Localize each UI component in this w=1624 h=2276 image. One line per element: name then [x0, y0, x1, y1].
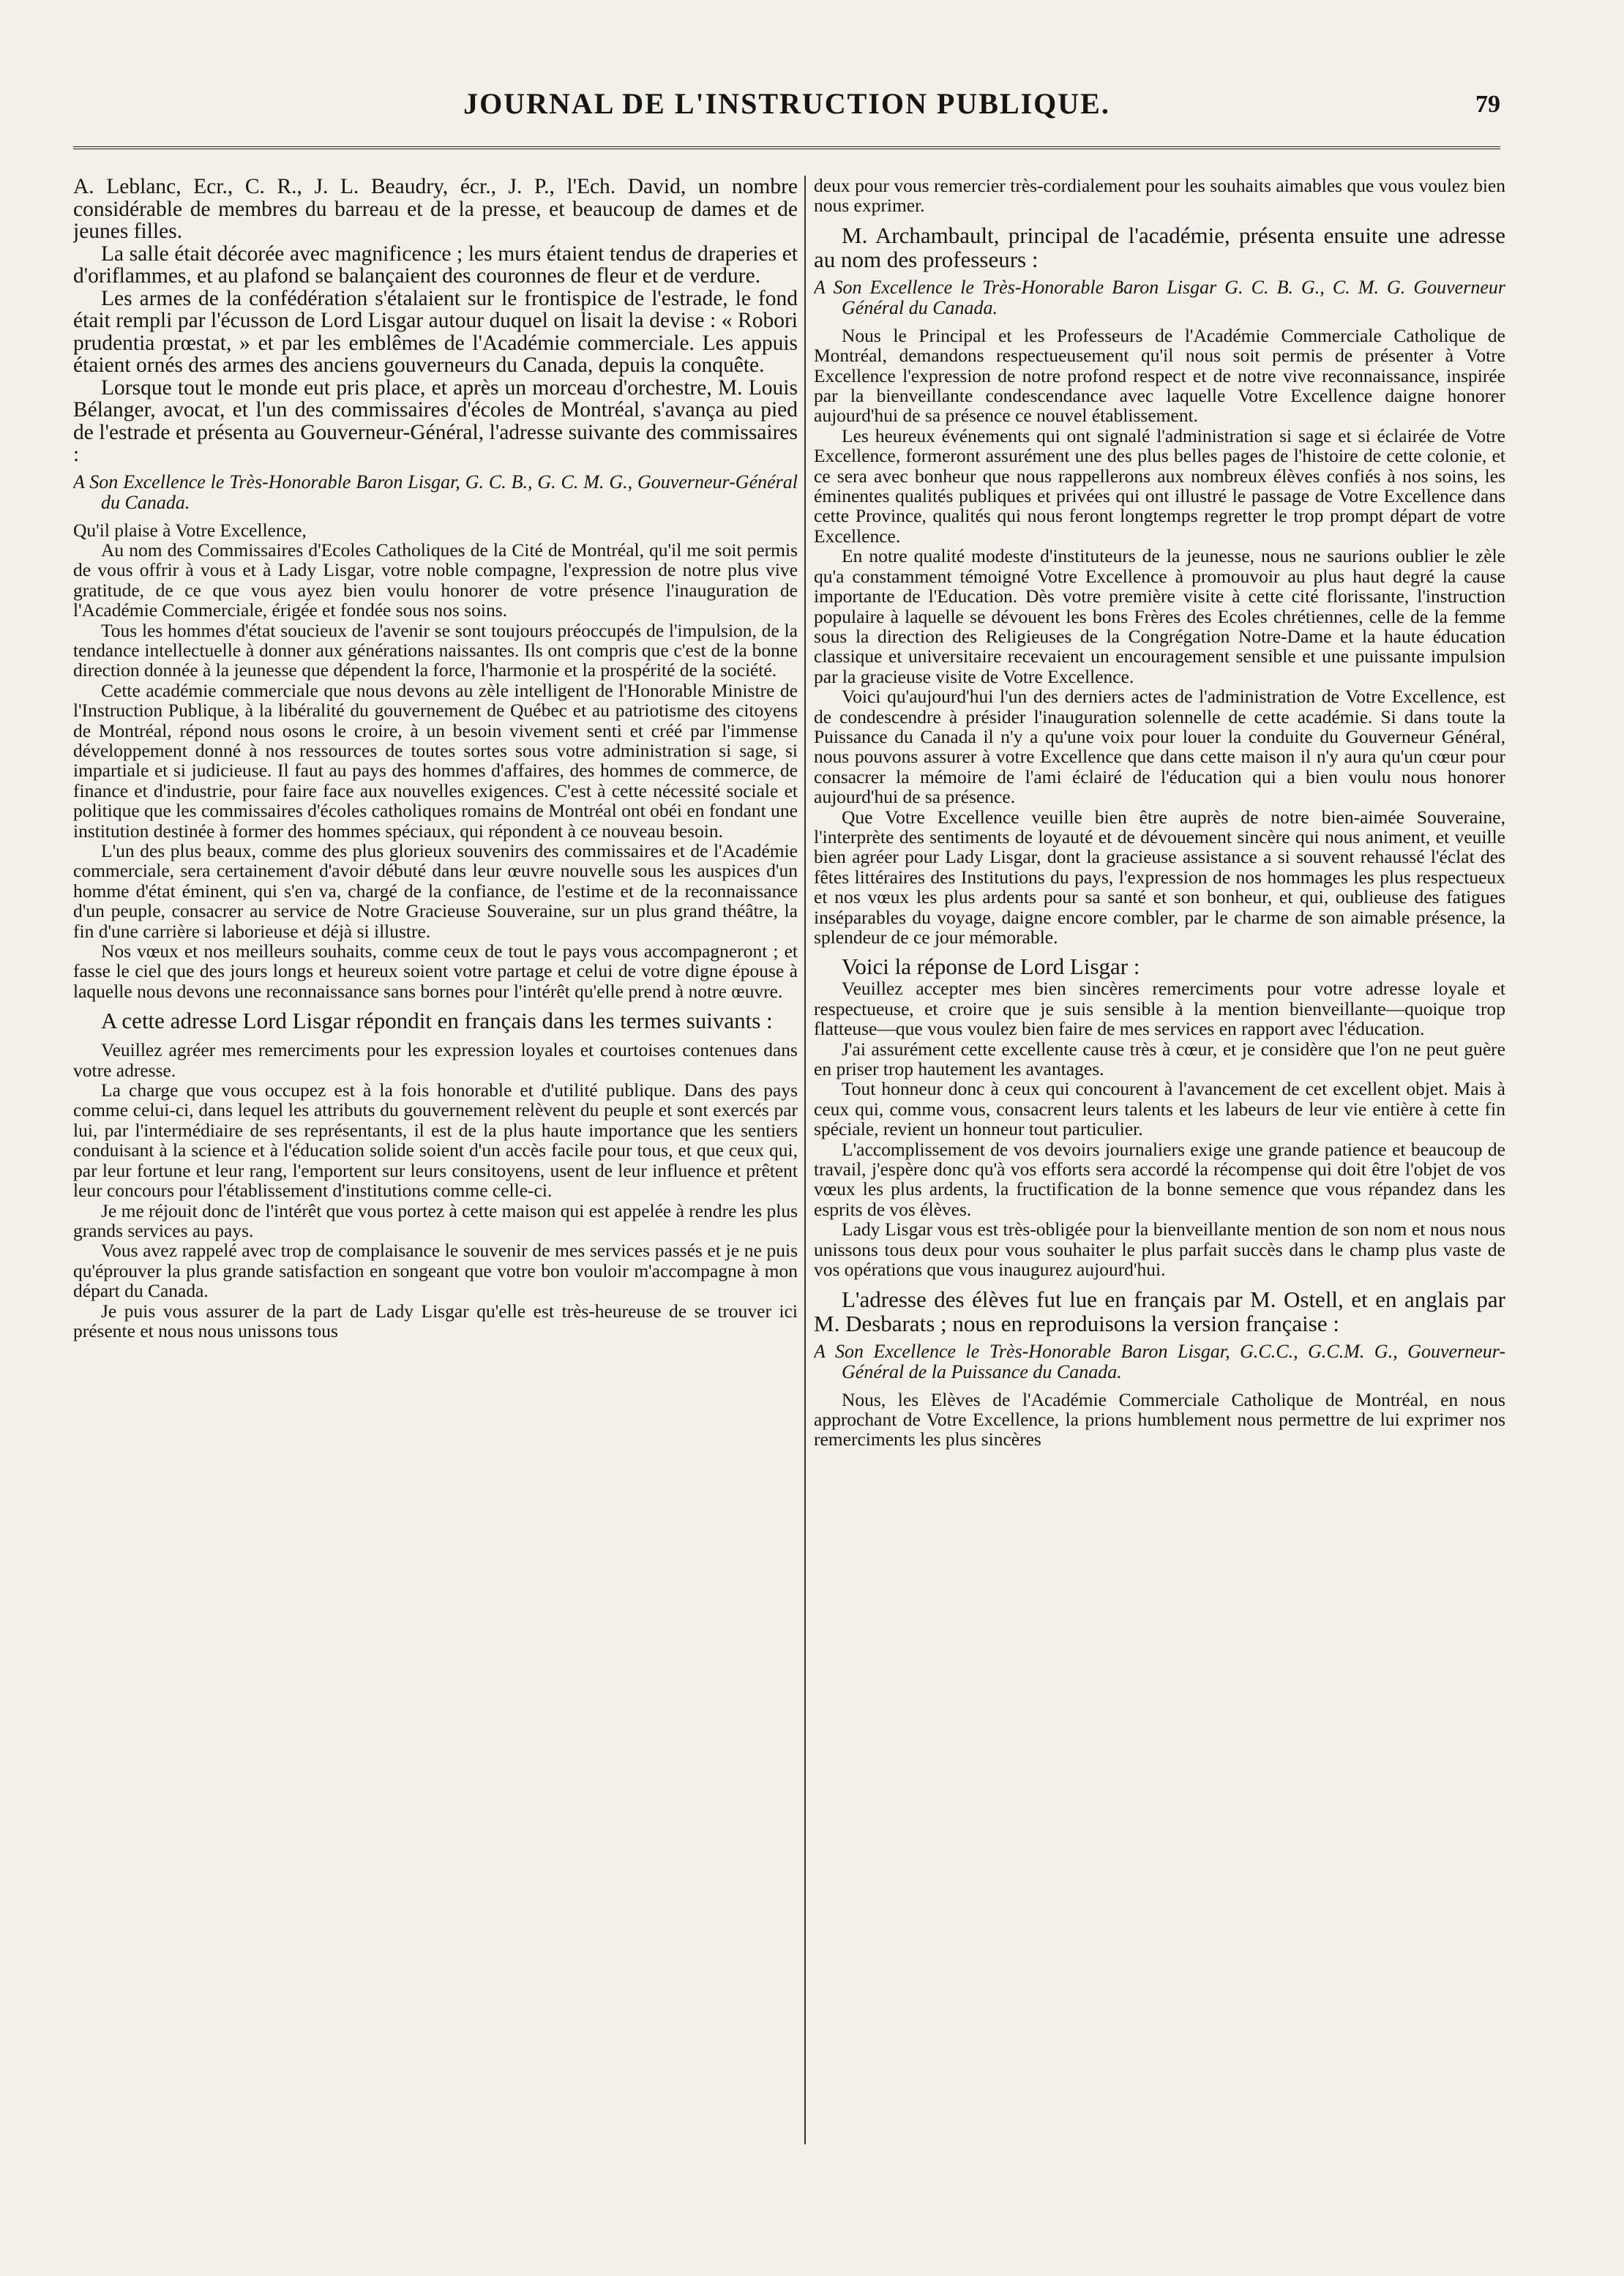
paragraph: Je puis vous assurer de la part de Lady Lisgar qu'elle est très-heureuse de se trouver ici présente et nous nous unissons tous	[73, 1300, 798, 1341]
section-intro: L'adresse des élèves fut lue en français par M. Ostell, et en anglais par M. Desbarats ; nous en reproduisons la version française :	[814, 1286, 1505, 1336]
paragraph: Tous les hommes d'état soucieux de l'avenir se sont toujours préoccupés de l'impulsion, de la tendance intellectuelle à donner aux générations naissantes. Ils ont compris que c'est de la bonne direction donnée à la jeunesse que dépendent la force, l'harmonie et la prospérité de la société.	[73, 619, 798, 681]
paragraph: Au nom des Commissaires d'Ecoles Catholiques de la Cité de Montréal, qu'il me soit permis de vous offrir à vous et à Lady Lisgar, votre noble compagne, l'expression de notre plus vive gratitude, de ce que vous ayez bien voulu honorer de votre présence l'inauguration de l'Académie Commerciale, érigée et fondée sous nos soins.	[73, 539, 798, 621]
paragraph: Veuillez accepter mes bien sincères remerciments pour votre adresse loyale et respectueuse, et croire que je suis sensible à la mention bienveillante—quoique trop flatteuse—que vous voulez bien faire de mes services en rapport avec l'éducation.	[814, 978, 1505, 1040]
paragraph: En notre qualité modeste d'instituteurs de la jeunesse, nous ne saurions oublier le zèle qu'a constamment témoigné Votre Excellence à promouvoir au plus haut degré la cause importante de l'Education. Dès votre première visite à cette cité florissante, l'instruction populaire à laquelle se dévouent les bons Frères des Ecoles chrétiennes, celle de la femme sous la direction des Religieuses de la Congrégation Notre-Dame et la haute éducation classique et universitaire recevaient un encouragement sensible et une puissante impulsion par la gracieuse visite de Votre Excellence.	[814, 545, 1505, 687]
column-divider	[804, 176, 806, 2144]
paragraph: Vous avez rappelé avec trop de complaisance le souvenir de mes services passés et je ne puis qu'éprouver la plus grande satisfaction en songeant que votre bon vouloir m'accompagne à mon départ du Canada.	[73, 1240, 798, 1302]
running-title: JOURNAL DE L'INSTRUCTION PUBLIQUE.	[463, 87, 1110, 120]
paragraph: Nous le Principal et les Professeurs de l'Académie Commerciale Catholique de Montréal, demandons respectueusement qu'il nous soit permis de présenter à Votre Excellence l'expression de notre profond respect et de notre vive reconnaissance, inspirée par la bienveillante condescendance avec laquelle Votre Excellence daigne honorer aujourd'hui de sa présence ce nouvel établissement.	[814, 324, 1505, 427]
page-header	[73, 86, 1500, 138]
paragraph: L'un des plus beaux, comme des plus glorieux souvenirs des commissaires et de l'Académie commerciale, sera certainement d'avoir débuté dans leur œuvre nouvelle sous les auspices d'un homme d'état éminent, qui s'en va, chargé de la confiance, de l'estime et de la reconnaissance d'un peuple, consacrer au service de Notre Gracieuse Souveraine, sur un plus grand théâtre, la fin d'une carrière si laborieuse et déjà si illustre.	[73, 840, 798, 942]
address-dedication: A Son Excellence le Très-Honorable Baron Lisgar, G.C.C., G.C.M. G., Gouverneur-Général de la Puissance du Canada.	[814, 1340, 1505, 1382]
page-number: 79	[1475, 91, 1500, 118]
paragraph: A. Leblanc, Ecr., C. R., J. L. Beaudry, écr., J. P., l'Ech. David, un nombre considérable de membres du barreau et de la presse, et beaucoup de dames et de jeunes filles.	[73, 176, 798, 243]
paragraph: Les armes de la confédération s'étalaient sur le frontispice de l'estrade, le fond était rempli par l'écusson de Lord Lisgar autour duquel on lisait la devise : « Robori prudentia prœstat, » et par les emblêmes de l'Académie commerciale. Les appuis étaient ornés des armes des anciens gouverneurs du Canada, depuis la conquête.	[73, 286, 798, 377]
paragraph: Voici qu'aujourd'hui l'un des derniers actes de l'administration de Votre Excellence, est de condescendre à présider l'inauguration solennelle de cette académie. Si dans toute la Puissance du Canada il n'y a qu'une voix pour louer la conduite du Gouverneur Général, nous pouvons assurer à votre Excellence que dans cette maison il n'y aura qu'un cœur pour consacrer la mémoire de l'ami éclairé de l'éducation qui a bien voulu nous honorer aujourd'hui de sa présence.	[814, 686, 1505, 808]
paragraph: La charge que vous occupez est à la fois honorable et d'utilité publique. Dans des pays comme celui-ci, dans lequel les attributs du gouvernement relèvent du peuple et sont exercés par lui, par l'intermédiaire de ses représentants, il est de la plus haute importance que les sentiers conduisant à la science et à l'éducation solide soient d'un accès facile pour tous, et que ceux qui, par leur fortune et leur rang, l'emportent sur leurs consitoyens, usent de leur influence et prêtent leur concours pour l'établissement d'institutions comme celle-ci.	[73, 1079, 798, 1202]
right-column	[814, 176, 1505, 2144]
paragraph: deux pour vous remercier très-cordialement pour les souhaits aimables que vous voulez bien nous exprimer.	[814, 176, 1505, 217]
address-dedication: A Son Excellence le Très-Honorable Baron Lisgar, G. C. B., G. C. M. G., Gouverneur-Général du Canada.	[73, 471, 798, 513]
section-intro: A cette adresse Lord Lisgar répondit en français dans les termes suivants :	[101, 1008, 773, 1034]
header-rule	[73, 146, 1500, 149]
left-column	[73, 176, 798, 2144]
paragraph: Veuillez agréer mes remerciments pour les expression loyales et courtoises contenues dans votre adresse.	[73, 1039, 798, 1081]
paragraph: Je me réjouit donc de l'intérêt que vous portez à cette maison qui est appelée à rendre les plus grands services au pays.	[73, 1199, 798, 1241]
paragraph: Lady Lisgar vous est très-obligée pour la bienveillante mention de son nom et nous nous unissons tous deux pour vous souhaiter le plus parfait succès dans le champ plus vaste de vos opérations que vous inaugurez aujourd'hui.	[814, 1219, 1505, 1281]
paragraph: Cette académie commerciale que nous devons au zèle intelligent de l'Honorable Ministre de l'Instruction Publique, à la libéralité du gouvernement de Québec et au patriotisme des citoyens de Montréal, répond nous osons le croire, à un besoin vivement senti et créé par l'immense développement donné à nos ressources de toutes sortes sous votre administration si sage, si impartiale et si judicieuse. Il faut au pays des hommes d'affaires, des hommes de commerce, de finance et d'industrie, pour faire face aux nouvelles exigences. C'est à cette nécessité sociale et politique que les commissaires d'écoles catholiques romains de Montréal ont obéi en fondant une institution destinée à former des hommes spéciaux, qui répondent à ce nouveau besoin.	[73, 679, 798, 842]
paragraph: Nous, les Elèves de l'Académie Commerciale Catholique de Montréal, en nous approchant de Votre Excellence, la prions humblement nous permettre de lui exprimer nos remerciments les plus sincères	[814, 1388, 1505, 1450]
paragraph: L'accomplissement de vos devoirs journaliers exige une grande patience et beaucoup de travail, j'espère donc qu'à vos efforts sera accordé la récompense qui doit être l'objet de vos vœux les plus ardents, la fructification de la bonne semence que vous répandez dans les esprits de vos élèves.	[814, 1138, 1505, 1220]
paragraph: Lorsque tout le monde eut pris place, et après un morceau d'orchestre, M. Louis Bélanger, avocat, et l'un des commissaires d'écoles de Montréal, s'avança au pied de l'estrade et présenta au Gouverneur-Général, l'adresse suivante des commissaires :	[73, 375, 798, 466]
paragraph: Les heureux événements qui ont signalé l'administration si sage et si éclairée de Votre Excellence, formeront assurément une des plus belles pages de l'histoire de cette colonie, et ce sera avec bonheur que nous rappellerons aux nombreux élèves confiés à nos soins, les éminentes qualités publiques et privées qui ont illustré le passage de Votre Excellence dans cette Province, qualités qui nous feront longtemps regretter le trop prompt départ de votre Excellence.	[814, 424, 1505, 547]
paragraph: J'ai assurément cette excellente cause très à cœur, et je considère que l'on ne peut guère en priser trop hautement les avantages.	[814, 1038, 1505, 1080]
paragraph: M. Archambault, principal de l'académie, présenta ensuite une adresse au nom des professeurs :	[814, 222, 1505, 272]
salutation: Qu'il plaise à Votre Excellence,	[73, 519, 307, 541]
section-intro: Voici la réponse de Lord Lisgar :	[842, 954, 1140, 980]
paragraph: Que Votre Excellence veuille bien être auprès de notre bien-aimée Souveraine, l'interprète des sentiments de loyauté et de dévouement sincère qui nous animent, et veuille bien agréer pour Lady Lisgar, dont la gracieuse assistance a si souvent rehaussé l'éclat des fêtes littéraires des Institutions du pays, l'expression de nos hommages les plus respectueux et nos vœux les plus ardents pour sa santé et son bonheur, et qui, oublieuse des fatigues inséparables du voyage, daigne encore combler, par le charme de son aimable présence, la splendeur de ce jour mémorable.	[814, 806, 1505, 948]
address-dedication: A Son Excellence le Très-Honorable Baron Lisgar G. C. B. G., C. M. G. Gouverneur Général du Canada.	[814, 276, 1505, 318]
paragraph: La salle était décorée avec magnificence ; les murs étaient tendus de draperies et d'oriflammes, et au plafond se balançaient des couronnes de fleur et de verdure.	[73, 242, 798, 288]
paragraph: Tout honneur donc à ceux qui concourent à l'avancement de cet excellent objet. Mais à ceux qui, comme vous, consacrent leurs talents et les labeurs de leur vie entière à cette fin spéciale, revient un honneur tout particulier.	[814, 1078, 1505, 1140]
paragraph: Nos vœux et nos meilleurs souhaits, comme ceux de tout le pays vous accompagneront ; et fasse le ciel que des jours longs et heureux soient votre partage et celui de votre digne épouse à laquelle nous devons une reconnaissance sans bornes pour l'intérêt qu'elle prend à notre œuvre.	[73, 940, 798, 1002]
